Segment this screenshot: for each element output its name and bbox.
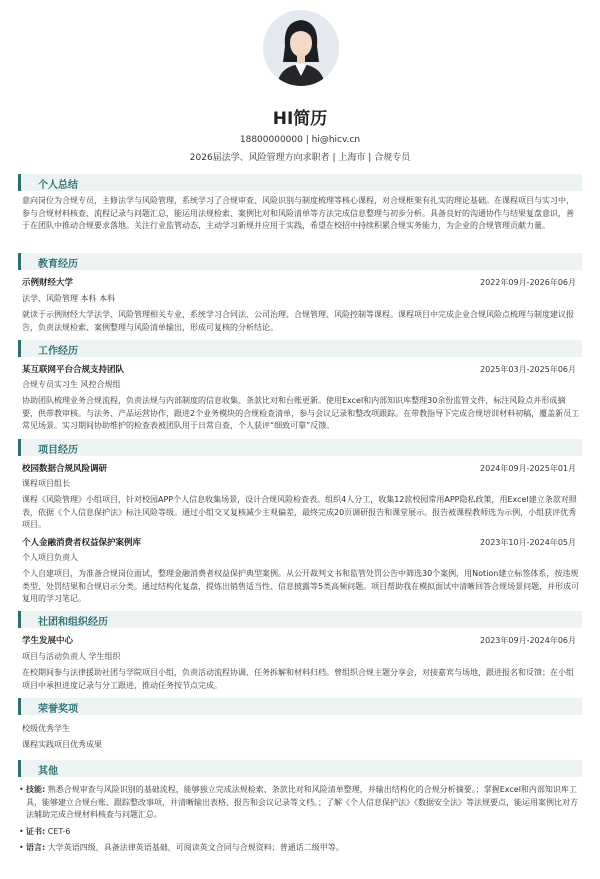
education-date: 2022年09月-2026年06月: [480, 278, 576, 287]
project-desc: 个人自建项目，为准备合规岗位面试，整理金融消费者权益保护典型案例。从公开裁判文书和监管处罚公告中筛选30个案例，用Notion建立标签体系，按违规类型、处罚结果和合规启示分类。通过结构化复盘，提炼出销售适当性、信息披露等5类高频问题。项目帮助我在模拟面试中清晰回答合规场景问题，并形成可复用的学习笔记。: [22, 569, 580, 603]
work-date: 2025年03月-2025年06月: [480, 365, 576, 374]
section-accent-bar: [18, 253, 21, 270]
honor-item: 课程实践项目优秀成果: [22, 740, 102, 749]
section-title: 个人总结: [38, 180, 78, 191]
project-name: 个人金融消费者权益保护案例库: [22, 538, 142, 548]
avatar-photo: [263, 10, 339, 86]
section-title: 荣誉奖项: [38, 704, 78, 715]
work-company: 某互联网平台合规支持团队: [22, 365, 125, 375]
section-accent-bar: [18, 611, 21, 628]
section-accent-bar: [18, 174, 21, 191]
section-projects: [18, 439, 582, 456]
avatar: [263, 10, 339, 86]
project-desc: 课程《风险管理》小组项目，针对校园APP个人信息收集场景，设计合规风险检查表。组织4人分工，收集12款校园常用APP隐私政策，用Excel建立条款对照表，依据《个人信息保护法》标注风险等级。通过小组交叉复核减少主观偏差，最终完成20页调研报告和课堂展示。报告被课程教师选为示例，小组获评优秀项目。: [22, 495, 577, 529]
section-accent-bar: [18, 439, 21, 456]
language-text: 大学英语四级，具备法律英语基础，可阅读英文合同与合规资料；普通话二级甲等。: [47, 843, 344, 852]
skills-item: [26, 784, 580, 822]
work-role: 合规专员实习生 风控合规组: [22, 380, 121, 389]
section-accent-bar: [18, 340, 21, 357]
section-title: 教育经历: [38, 259, 78, 270]
section-summary: [18, 174, 582, 191]
work-desc: 协助团队梳理业务合规流程，负责法规与内部制度的信息收集、条款比对和台账更新。使用Excel和内部知识库整理30余份监管文件，标注风险点并形成摘要，供带教审核。与法务、产品运营协作，跟进2个业务模块的合规检查清单，参与会议记录和整改项跟踪。在带教指导下完成合规培训材料初稿，覆盖新员工常见场景。实习期间协助维护的检查表被团队用于日常自查，个人获评“细致可靠”反馈。: [22, 396, 580, 430]
section-accent-bar: [18, 760, 21, 777]
language-label: 语言:: [26, 843, 46, 852]
section-honors: [18, 698, 582, 715]
campus-org: 学生发展中心: [22, 636, 74, 646]
campus-date: 2023年09月-2024年06月: [480, 636, 576, 645]
section-work: [18, 340, 582, 357]
section-accent-bar: [18, 698, 21, 715]
education-major: 法学、风险管理 本科 本科: [22, 294, 116, 303]
honor-item: 校级优秀学生: [22, 724, 70, 733]
section-education: [18, 253, 582, 270]
certificate-label: 证书:: [26, 827, 46, 836]
summary-text: 意向岗位为合规专员，主修法学与风险管理，系统学习了合规审查、风险识别与制度梳理等核心课程，对合规框架有扎实的理论基础。在课程项目与实习中，参与合规材料核查、流程记录与问题汇总，能运用法规检索、案例比对和风险清单等方法完成信息整理与初步分析。具备良好的沟通协作与结果复盘意识，善于在团队中推动合规要求落地。关注行业监管动态，主动学习新规并应用于实践，希望在校招中持续积累合规实务能力，为企业的合规管理贡献力量。: [22, 196, 574, 230]
contact-info: 18800000000 | hi@hicv.cn: [239, 135, 361, 145]
skills-text: 熟悉合规审查与风险识别的基础流程，能够独立完成法规检索、条款比对和风险清单整理，并输出结构化的合规分析摘要。；掌握Excel和内部知识库工具，能够建立合规台账、跟踪整改事项，并清晰输出表格、报告和会议记录等文档。；了解《个人信息保护法》《数据安全法》等法规要点，能运用案例比对方法辅助完成合规材料核查与问题汇总。: [26, 785, 578, 819]
section-title: 社团和组织经历: [38, 617, 108, 628]
job-intent: 2026届法学、风险管理方向求职者 | 上海市 | 合规专员: [189, 153, 411, 163]
section-title: 项目经历: [38, 445, 78, 456]
language-item: [26, 842, 580, 855]
project-role: 个人项目负责人: [22, 553, 78, 562]
project-name: 校园数据合规风险调研: [22, 464, 108, 474]
project-role: 课程项目组长: [22, 479, 70, 488]
section-other: [18, 760, 582, 777]
campus-role: 项目与活动负责人 学生组织: [22, 652, 121, 661]
project-date: 2023年10月-2024年05月: [480, 538, 576, 547]
certificate-text: CET-6: [47, 827, 71, 836]
education-school: 示例财经大学: [22, 278, 74, 288]
education-desc: 就读于示例财经大学法学、风险管理相关专业，系统学习合同法、公司治理、合规管理、风险控制等课程。课程项目中完成企业合规风险点梳理与制度建议报告，负责法规检索、案例整理与风险清单输出，形成可复核的分析结论。: [22, 310, 574, 332]
section-campus: [18, 611, 582, 628]
certificate-item: [26, 826, 580, 839]
section-title: 工作经历: [38, 346, 78, 357]
campus-desc: 在校期间参与法律援助社团与学院项目小组，负责活动流程协调、任务拆解和材料归档。曾组织合规主题分享会，对接嘉宾与场地，跟进报名和反馈；在小组项目中承担进度记录与分工跟进，推动任务按节点完成。: [22, 668, 574, 690]
page-title: HI简历: [272, 109, 328, 129]
project-date: 2024年09月-2025年01月: [480, 464, 576, 473]
section-title: 其他: [38, 766, 58, 777]
skills-label: 技能:: [26, 785, 46, 794]
